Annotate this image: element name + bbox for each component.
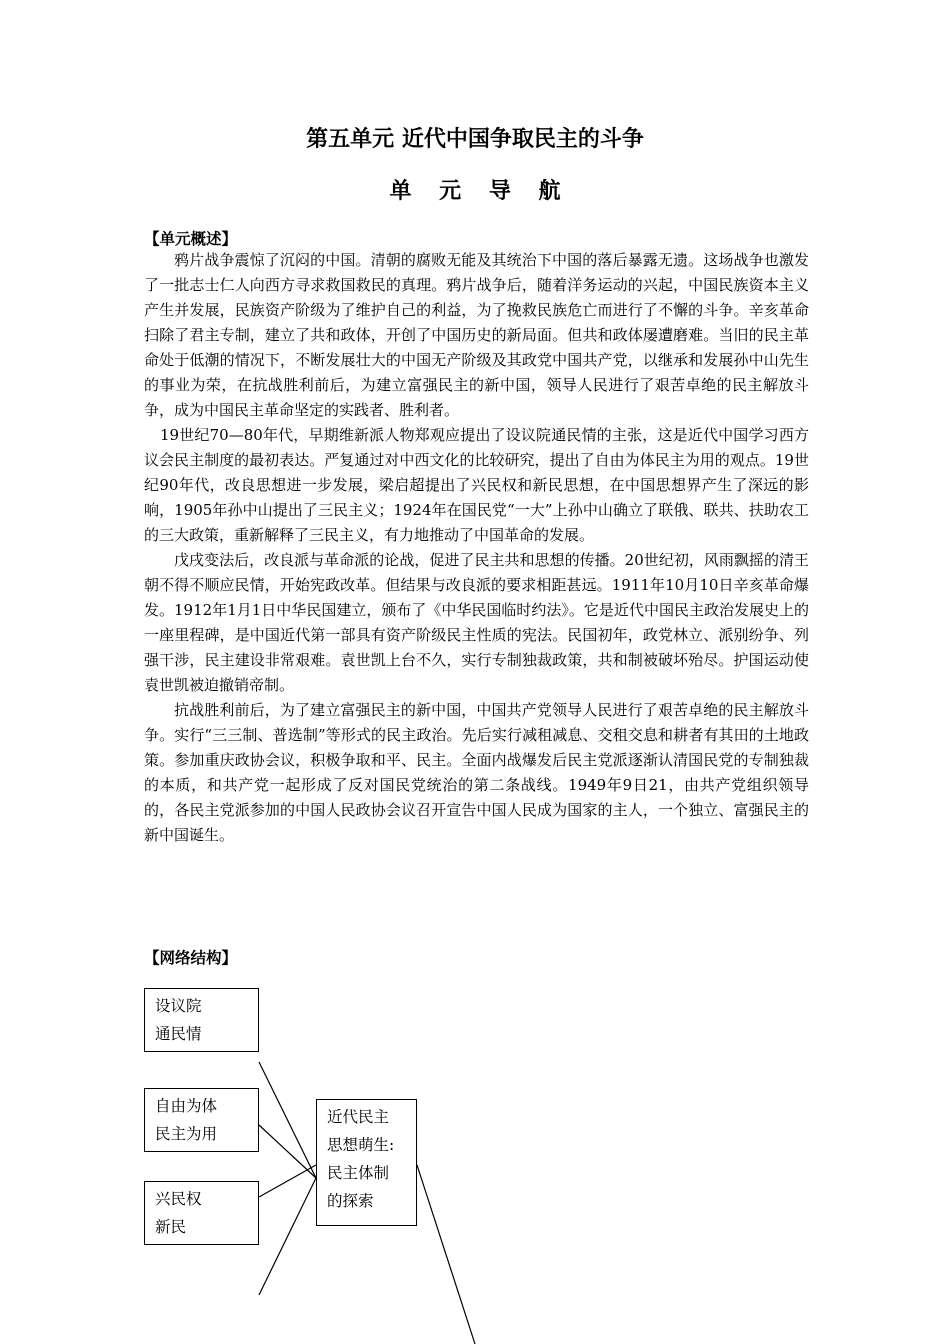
network-heading: 【网络结构】 xyxy=(144,949,238,967)
node-civil-rights xyxy=(144,1181,259,1245)
connector-line-3 xyxy=(259,1165,316,1197)
connector-line-4 xyxy=(259,1178,316,1295)
node-freedom-democracy-line2: 民主为用 xyxy=(155,1125,218,1143)
node-civil-rights-line2: 新民 xyxy=(155,1218,187,1236)
node-modern-democracy-line2: 思想萌生: xyxy=(327,1136,395,1154)
page-title: 第五单元 近代中国争取民主的斗争 xyxy=(306,127,644,152)
node-parliament-line2: 通民情 xyxy=(155,1025,202,1043)
overview-paragraph-2: 19世纪70—80年代，早期维新派人物郑观应提出了设议院通民情的主张，这是近代中国学习西方议会民主制度的最初表达。严复通过对中西文化的比较研究，提出了自由为体民主为用的观点。19世纪90年代，改良思想进一步发展，梁启超提出了兴民权和新民思想，在中国思想界产生了深远的影响，1905年孙中山提出了三民主义；1924年在国民党“一大”上孙中山确立了联俄、联共、扶助农工的三大政策，重新解释了三民主义，有力地推动了中国革命的发展。 xyxy=(144,426,809,544)
node-civil-rights-line1: 兴民权 xyxy=(155,1190,202,1208)
connector-line-5 xyxy=(417,1165,475,1344)
node-modern-democracy-line1: 近代民主 xyxy=(327,1108,390,1126)
connector-line-1 xyxy=(259,1062,316,1178)
overview-paragraph-3: 戊戌变法后，改良派与革命派的论战，促进了民主共和思想的传播。20世纪初，风雨飘摇的清王朝不得不顺应民情，开始宪政改革。但结果与改良派的要求相距甚远。1911年10月10日辛亥革命爆发。1912年1月1日中华民国建立，颁布了《中华民国临时约法》。它是近代中国民主政治发展史上的一座里程碑，是中国近代第一部具有资产阶级民主性质的宪法。民国初年，政党林立、派别纷争、列强干涉，民主建设非常艰难。袁世凯上台不久，实行专制独裁政策，共和制被破坏殆尽。护国运动使袁世凯被迫撤销帝制。 xyxy=(144,551,809,694)
overview-paragraph-4: 抗战胜利前后，为了建立富强民主的新中国，中国共产党领导人民进行了艰苦卓绝的民主解放斗争。实行“三三制、普选制”等形式的民主政治。先后实行减租减息、交租交息和耕者有其田的土地政策。参加重庆政协会议，积极争取和平、民主。全面内战爆发后民主党派逐渐认清国民党的专制独裁的本质，和共产党一起形成了反对国民党统治的第二条战线。1949年9日21，由共产党组织领导的，各民主党派参加的中国人民政协会议召开宣告中国人民成为国家的主人，一个独立、富强民主的新中国诞生。 xyxy=(144,701,809,844)
node-modern-democracy xyxy=(316,1099,417,1226)
node-freedom-democracy-line1: 自由为体 xyxy=(155,1097,218,1115)
node-modern-democracy-line4: 的探索 xyxy=(327,1192,374,1210)
node-freedom-democracy xyxy=(144,1088,259,1152)
node-modern-democracy-line3: 民主体制 xyxy=(327,1164,390,1182)
node-parliament xyxy=(144,988,259,1052)
page-subtitle: 单 元 导 航 xyxy=(389,179,571,204)
overview-paragraph-1: 鸦片战争震惊了沉闷的中国。清朝的腐败无能及其统治下中国的落后暴露无遗。这场战争也激发了一批志士仁人向西方寻求救国救民的真理。鸦片战争后，随着洋务运动的兴起，中国民族资本主义产生并发展，民族资产阶级为了维护自己的利益，为了挽救民族危亡而进行了不懈的斗争。辛亥革命扫除了君主专制，建立了共和政体，开创了中国历史的新局面。但共和政体屡遭磨难。当旧的民主革命处于低潮的情况下，不断发展壮大的中国无产阶级及其政党中国共产党，以继承和发展孙中山先生的事业为荣，在抗战胜利前后，为建立富强民主的新中国，领导人民进行了艰苦卓绝的民主解放斗争，成为中国民主革命坚定的实践者、胜利者。 xyxy=(144,251,809,419)
node-parliament-line1: 设议院 xyxy=(155,997,202,1015)
overview-heading: 【单元概述】 xyxy=(144,230,238,248)
